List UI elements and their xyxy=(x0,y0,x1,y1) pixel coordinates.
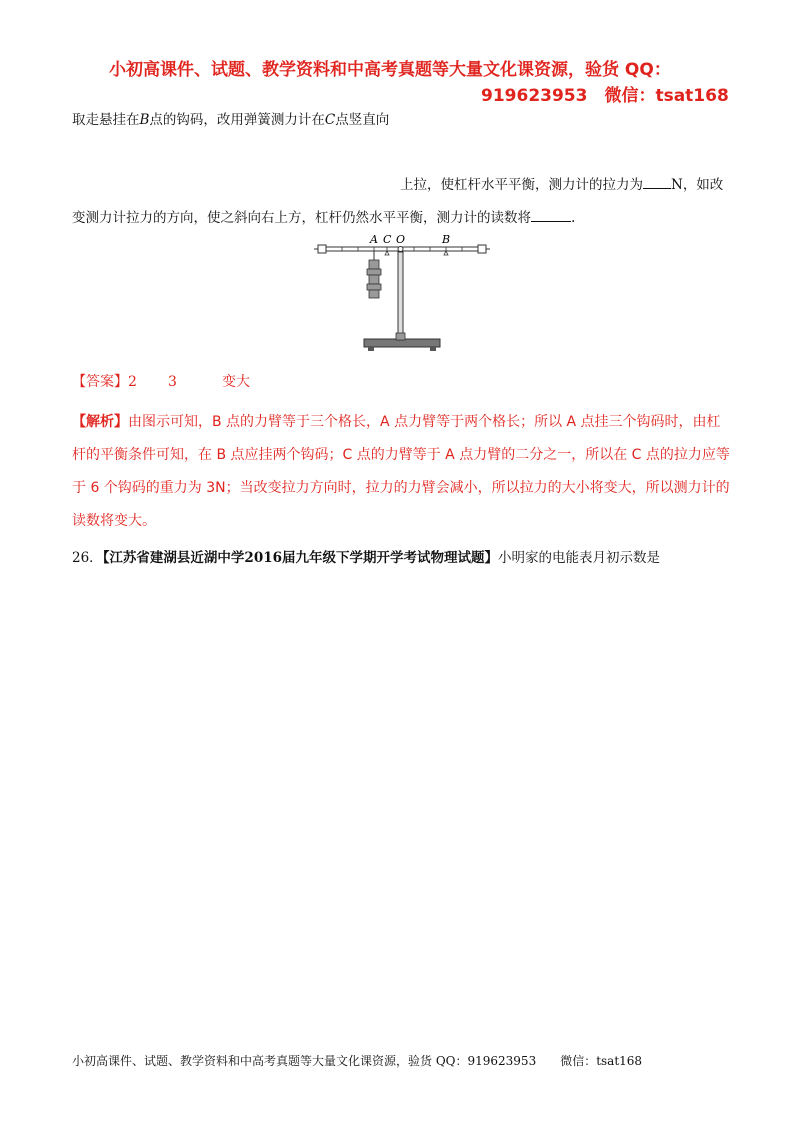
answer-blank-force xyxy=(643,174,671,189)
text-run: 点竖直向 xyxy=(335,112,390,128)
question-source: 【江苏省建湖县近湖中学2016届九年级下学期开学考试物理试题】 xyxy=(102,550,499,566)
analysis-block xyxy=(72,406,732,538)
lever-figure xyxy=(312,230,492,358)
promo-header-line2: 919623953 微信：tsat168 xyxy=(481,86,729,106)
analysis-text: 由图示可知，B 点的力臂等于三个格长，A 点力臂等于两个格长；所以 A 点挂三个钩码时，由杠杆的平衡条件可知，在 B 点应挂两个钩码；C 点的力臂等于 A 点力臂的二分之一，所以在 C 点的拉力应等于 6 个钩码的重力为 3N；当改变拉力方向时，拉力的力臂会减小，所以拉力的大小将变大，所以测力计的读数将变大。 xyxy=(72,414,730,529)
text-run: 变测力计拉力的方向，使之斜向右上方，杠杆仍然水平平衡，测力计的读数将 xyxy=(72,210,531,226)
text-run: 上拉，使杠杆水平平衡，测力计的拉力为 xyxy=(400,177,643,193)
answer-value-3: 变大 xyxy=(222,374,250,390)
question-text-line2 xyxy=(400,174,723,195)
stand-pole xyxy=(398,252,403,340)
question-number: 26． xyxy=(72,550,103,566)
question-text-line1 xyxy=(72,110,389,130)
pivot-point xyxy=(398,247,403,252)
point-label-b: B xyxy=(139,112,150,128)
answer-value-1: 2 xyxy=(128,374,137,390)
point-label-c: C xyxy=(324,112,336,128)
answer-tag: 【答案】 xyxy=(72,374,128,390)
answer-blank-reading xyxy=(531,207,571,222)
lever-diagram xyxy=(312,230,492,354)
hook-weights xyxy=(367,260,381,298)
promo-header-line1: 小初高课件、试题、教学资料和中高考真题等大量文化课资源，验货 QQ： xyxy=(109,60,671,80)
stand-foot-right xyxy=(430,347,436,351)
label-c: C xyxy=(383,233,392,246)
label-a: A xyxy=(370,233,378,246)
text-run: N，如改 xyxy=(671,177,724,193)
balance-nut-right xyxy=(478,245,486,253)
promo-footer: 小初高课件、试题、教学资料和中高考真题等大量文化课资源，验货 QQ：919623953 微信：tsat168 xyxy=(72,1054,643,1068)
label-b: B xyxy=(442,233,451,246)
hook-c xyxy=(385,251,389,255)
question-text: 小明家的电能表月初示数是 xyxy=(498,550,661,566)
text-run: 点的钩码，改用弹簧测力计在 xyxy=(149,112,325,128)
label-o: O xyxy=(396,233,406,246)
question-26 xyxy=(72,548,660,568)
answer-value-2: 3 xyxy=(168,374,177,390)
text-run: 取走悬挂在 xyxy=(72,112,140,128)
pole-collar xyxy=(396,333,405,340)
balance-nut-left xyxy=(318,245,326,253)
text-run: . xyxy=(571,210,576,226)
stand-foot-left xyxy=(368,347,374,351)
hook-b xyxy=(444,251,448,255)
answer-line xyxy=(72,372,250,392)
analysis-tag: 【解析】 xyxy=(72,414,128,430)
question-text-line3 xyxy=(72,207,575,228)
